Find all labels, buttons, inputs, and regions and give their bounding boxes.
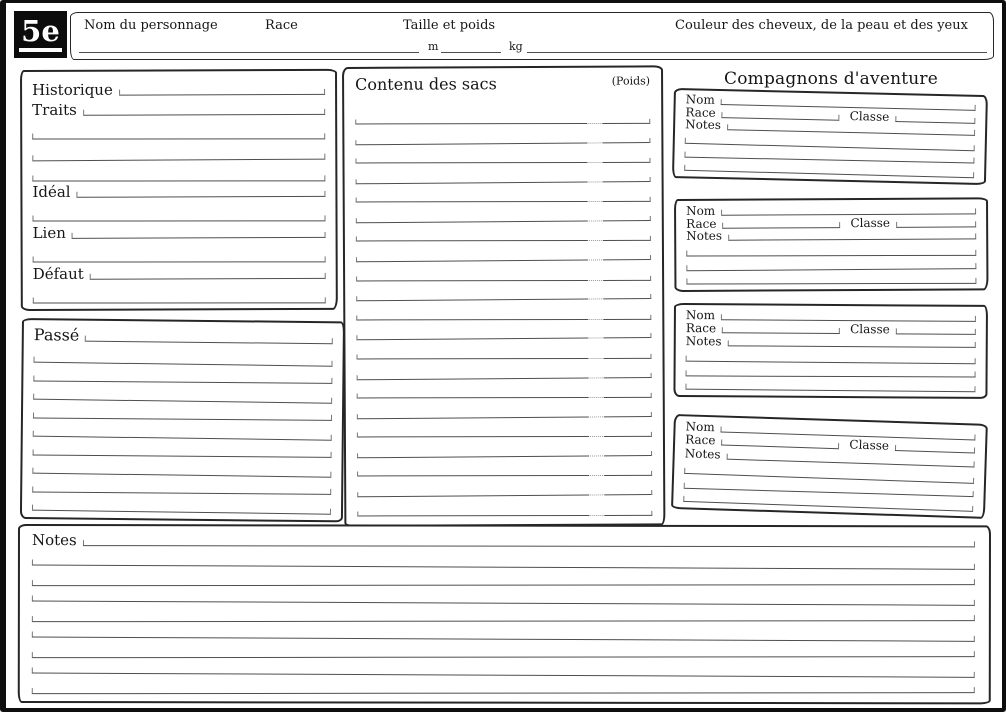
ideal-row: [32, 180, 325, 201]
writing-line: [357, 495, 652, 515]
defaut-label: Défaut: [32, 264, 84, 284]
writing-line: [33, 399, 332, 420]
race-label: Race: [685, 321, 717, 336]
writing-line: [355, 123, 650, 145]
notes-box: [18, 524, 991, 704]
writing-line: [355, 162, 650, 184]
weight-column-label: (Poids): [611, 74, 651, 88]
writing-line: [356, 201, 651, 223]
writing-line: [356, 279, 651, 301]
notes-writing-line: [728, 234, 976, 241]
writing-line: [356, 339, 651, 359]
companions-title: Compagnons d'aventure: [724, 69, 938, 89]
classe-label: Classe: [850, 215, 891, 230]
writing-line: [357, 475, 652, 497]
writing-line: [33, 282, 326, 303]
historique-row: [32, 78, 325, 99]
writing-line: [356, 221, 651, 241]
background-traits-box: [20, 69, 338, 311]
race-label: Race: [684, 432, 716, 448]
writing-line: [356, 318, 651, 340]
race-writing-line: [722, 112, 840, 121]
writing-line: [32, 138, 325, 161]
classe-label: Classe: [849, 437, 890, 454]
height-writing-line: [441, 52, 501, 53]
nom-label: Nom: [685, 308, 716, 323]
writing-line: [356, 260, 651, 280]
writing-line: [686, 270, 976, 284]
5e-logo: [14, 11, 67, 58]
item-line-segment: [357, 514, 589, 515]
height-unit-label: m: [428, 40, 439, 53]
historique-writing-line: [119, 89, 325, 96]
race-writing-line: [722, 327, 840, 334]
hair-skin-eyes-label: Couleur des cheveux, de la peau et des yeux: [675, 18, 968, 33]
traits-label: Traits: [32, 100, 77, 119]
writing-line: [32, 473, 331, 494]
race-writing-line: [722, 222, 840, 229]
writing-line: [32, 201, 325, 222]
traits-row: [32, 98, 325, 119]
writing-line: [32, 675, 975, 694]
writing-line: [355, 143, 650, 163]
notes-label: Notes: [686, 229, 723, 244]
name-label: Nom du personnage: [84, 18, 218, 33]
writing-line: [355, 104, 650, 124]
bag-contents-title: Contenu des sacs: [355, 74, 497, 94]
header-box: [70, 12, 994, 60]
writing-line: [356, 240, 651, 262]
traits-writing-line: [83, 109, 325, 116]
passe-writing-line: [85, 335, 333, 344]
race-label: Race: [686, 216, 717, 231]
writing-line: [33, 436, 332, 457]
weight-unit-label: kg: [509, 40, 523, 53]
writing-line: [357, 436, 652, 458]
ideal-label: Idéal: [32, 183, 71, 202]
companion-box-3: [673, 303, 988, 399]
writing-line: [357, 378, 652, 398]
weight-line-segment: [604, 494, 652, 495]
companion-box-2: [674, 197, 988, 292]
bag-contents-box: [342, 65, 665, 527]
classe-writing-line: [895, 116, 975, 124]
historique-label: Historique: [32, 80, 113, 99]
writing-line: [33, 362, 332, 383]
writing-line: [32, 118, 325, 139]
nom-label: Nom: [686, 203, 716, 218]
colors-writing-line: [527, 52, 987, 53]
companion-box-1: [672, 88, 988, 185]
weight-line-segment: [603, 259, 651, 260]
notes-label: Notes: [685, 334, 722, 349]
writing-line: [356, 182, 651, 202]
race-label: Race: [265, 18, 298, 33]
classe-writing-line: [896, 221, 976, 227]
nom-label: Nom: [685, 419, 715, 435]
notes-label: Notes: [31, 531, 77, 550]
writing-line: [357, 358, 652, 380]
writing-line: [33, 242, 326, 263]
logo-text: 5e: [19, 17, 62, 52]
passe-box: [20, 318, 345, 522]
weight-line-segment: [604, 514, 652, 515]
notes-label: Notes: [684, 445, 721, 461]
defaut-writing-line: [90, 273, 326, 280]
line-gap-dots: [590, 494, 603, 495]
writing-line: [32, 160, 325, 181]
size-weight-label: Taille et poids: [403, 18, 496, 33]
nom-label: Nom: [685, 92, 716, 108]
ideal-writing-line: [77, 191, 326, 198]
writing-line: [357, 456, 652, 476]
writing-line: [357, 417, 652, 437]
writing-line: [357, 397, 652, 419]
notes-writing-line: [83, 540, 975, 547]
classe-label: Classe: [850, 322, 890, 337]
classe-label: Classe: [849, 108, 890, 124]
lien-label: Lien: [32, 224, 66, 243]
classe-writing-line: [896, 328, 976, 334]
classe-writing-line: [895, 445, 975, 454]
writing-line: [32, 491, 331, 514]
notes-writing-line: [728, 340, 976, 348]
race-label: Race: [685, 104, 716, 120]
notes-label: Notes: [685, 117, 722, 133]
companion-box-4: [671, 414, 988, 519]
defaut-row: [33, 262, 326, 283]
lien-row: [33, 221, 326, 242]
nom-writing-line: [721, 314, 976, 322]
passe-label: Passé: [33, 324, 80, 345]
line-gap-dots: [590, 514, 603, 515]
writing-line: [356, 300, 651, 320]
name-race-writing-line: [79, 52, 419, 53]
nom-writing-line: [721, 208, 976, 215]
writing-line: [685, 376, 975, 393]
bag-contents-header: [355, 73, 650, 105]
lien-writing-line: [72, 232, 326, 239]
